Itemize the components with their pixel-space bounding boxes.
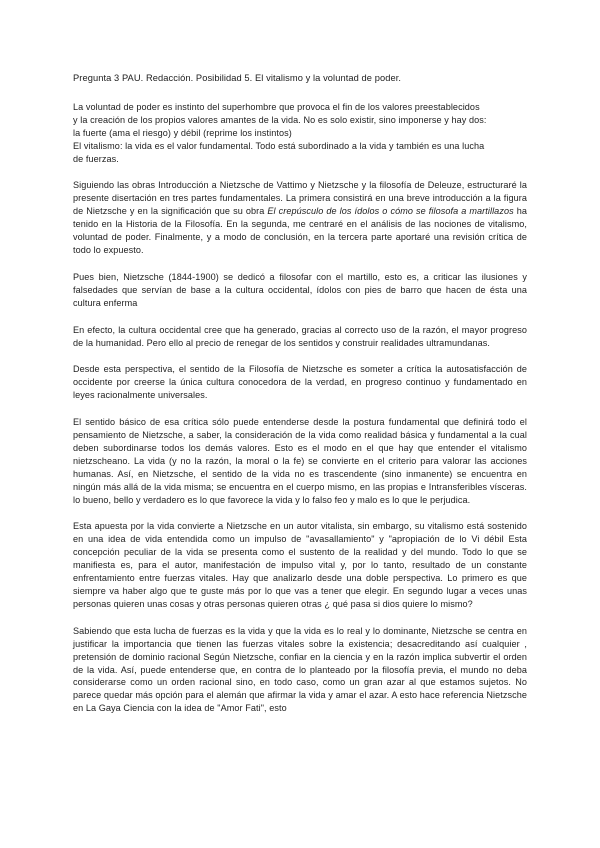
paragraph-lucha-fuerzas: Sabiendo que esta lucha de fuerzas es la vida y que la vida es lo real y lo dominante, Nietzsche se centra en justificar la importancia que tienen las fuerzas vitales sobre la existencia; desacreditando así cualquier , pretensión de dominio racional Según Nietzsche, confiar en la ciencia y en la razón implica subvertir el orden de la vida. Así, puede entenderse que, en contra de lo planteado por la filosofía previa, el mundo no deba considerarse como un orden racional sino, en todo caso, como un gran azar al que estamos sujetos. No parece quedar más opción para el alemán que afirmar la vida y amar el azar. A esto hace referencia Nietzsche en La Gaya Ciencia con la idea de "Amor Fati", esto bbox=[73, 625, 527, 714]
intro-paragraph bbox=[73, 101, 527, 166]
intro-line: y la creación de los propios valores amantes de la vida. No es solo existir, sino imponerse y hay dos: bbox=[73, 114, 487, 125]
paragraph-text: Siguiendo las obras Introducción a Nietzsche de Vattimo y Nietzsche y la filosofía de Deleuze, estructuraré la presente disertación en tres partes fundamentales. La primera consistirá en una breve introducción a la figura de Nietzsche y en la significación que su obra bbox=[73, 180, 527, 217]
intro-line: la fuerte (ama el riesgo) y débil (reprime los instintos) bbox=[73, 127, 292, 138]
document-title: Pregunta 3 PAU. Redacción. Posibilidad 5. El vitalismo y la voluntad de poder. bbox=[73, 73, 402, 83]
book-title: El crepúsculo de los ídolos o cómo se filosofa a martillazos bbox=[267, 206, 514, 217]
paragraph-structure bbox=[73, 179, 527, 256]
paragraph-sentido-basico: El sentido básico de esa crítica sólo puede entenderse desde la postura fundamental que definirá todo el pensamiento de Nietzsche, a saber, la consideración de la vida como realidad básica y fundamental a la cual deben subordinarse todos los demás valores. Esto es el modo en el que hay que entender el vitalismo nietzscheano. La vida (y no la razón, la moral o la fe) se convierte en el criterio para valorar las acciones humanas. Así, en Nietzsche, el sentido de la vida no es trascendente (sino inmanente) se encuentra en ningún más allá de la vida misma; se encuentra en el cuerpo mismo, en las propias e Intransferibles vísceras. lo bueno, bello y verdadero es lo que favorece la vida y lo falso feo y malo es lo que le perjudica. bbox=[73, 417, 527, 505]
paragraph-text: ha tenido en la Historia de la Filosofía. En la segunda, me centraré en el análisis de las nociones de vitalismo, voluntad de poder. Finalmente, y a modo de conclusión, en la tercera parte aportaré una revisión crítica de todo lo expuesto. bbox=[73, 206, 527, 255]
paragraph-perspectiva: Desde esta perspectiva, el sentido de la Filosofía de Nietzsche es someter a crítica la autosatisfacción de occidente por creerse la única cultura conocedora de la verdad, en progreso continuo y fundamentado en leyes racionalmente universales. bbox=[73, 364, 527, 401]
intro-line: El vitalismo: la vida es el valor fundamental. Todo está subordinado a la vida y también es una lucha bbox=[73, 140, 485, 151]
paragraph-martillo: Pues bien, Nietzsche (1844-1900) se dedicó a filosofar con el martillo, esto es, a criticar las ilusiones y falsedades que servían de base a la cultura occidental, ídolos con pies de barro que hacen de ésta una cultura enferma bbox=[73, 271, 527, 308]
intro-line: La voluntad de poder es instinto del superhombre que provoca el fin de los valores preestablecidos bbox=[73, 101, 480, 112]
document-body bbox=[73, 72, 527, 729]
intro-line: de fuerzas. bbox=[73, 153, 119, 164]
paragraph-apuesta-vida: Esta apuesta por la vida convierte a Nietzsche en un autor vitalista, sin embargo, su vitalismo está sostenido en una idea de vida entendida como un impulso de "avasallamiento" y "apropiación de lo Vi débil Esta concepción peculiar de la vida se presenta como el sustento de la realidad y del mundo. Todo lo que se manifiesta es, para el autor, manifestación de impulso vital y, por lo tanto, resultado de un constante enfrentamiento entre fuerzas vitales. Hay que analizarlo desde una doble perspectiva. Lo primero es que siempre va haber algo que te guste más por lo que vas a tener que elegir. En segundo lugar a veces unas personas quieren unas cosas y otras personas quieren otras ¿ qué pasa si dios quiere lo mismo? bbox=[73, 521, 527, 609]
paragraph-cultura-occidental: En efecto, la cultura occidental cree que ha generado, gracias al correcto uso de la razón, el mayor progreso de la humanidad. Pero ello al precio de renegar de los sentidos y construir realidades ultramundanas. bbox=[73, 324, 527, 348]
